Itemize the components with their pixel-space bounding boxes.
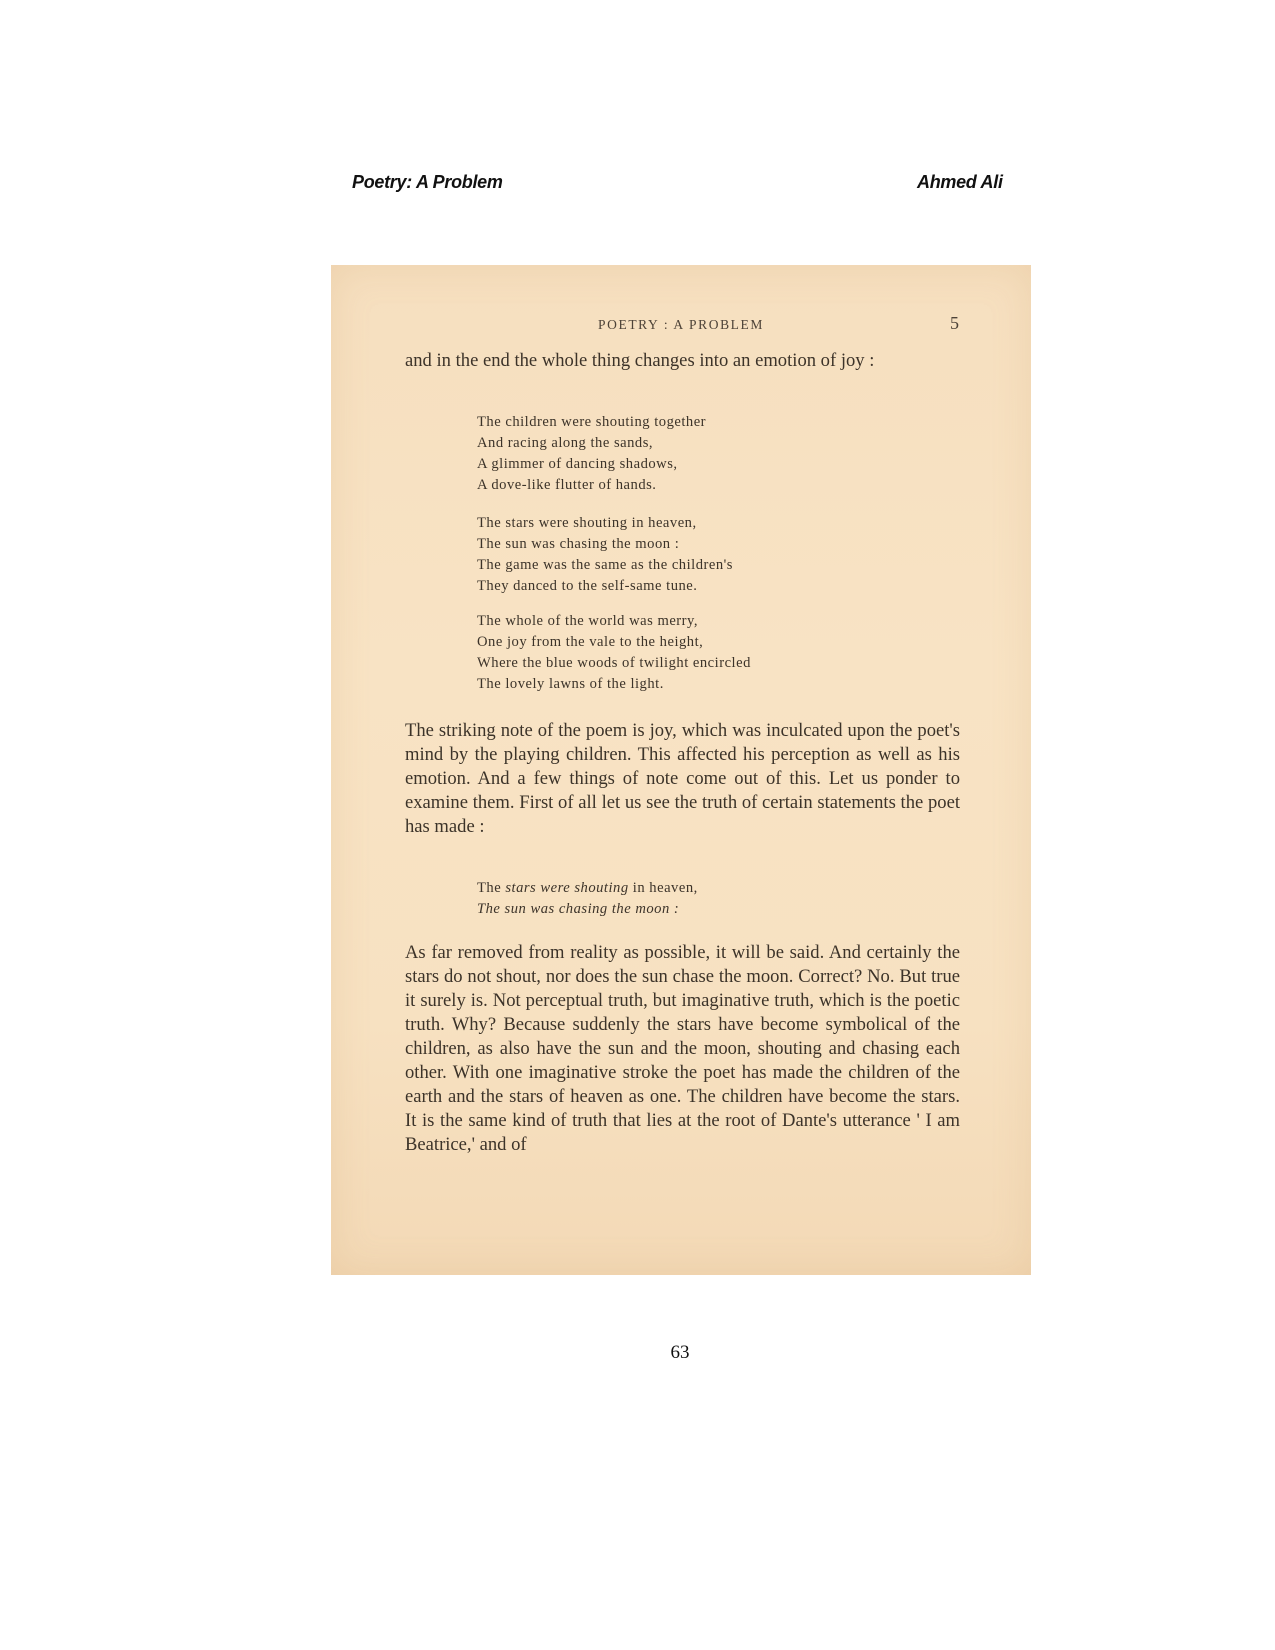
- scanned-page: [331, 265, 1031, 1275]
- stanza-line: The stars were shouting in heaven,: [477, 515, 697, 531]
- stanza-line: The game was the same as the children's: [477, 557, 733, 573]
- stanza-line: The lovely lawns of the light.: [477, 676, 664, 692]
- stanza-line: And racing along the sands,: [477, 435, 654, 451]
- quote-text: The: [477, 880, 506, 896]
- running-head-title: Poetry: A Problem: [352, 172, 503, 192]
- stanza-line: The children were shouting together: [477, 414, 707, 430]
- poem-stanza-1: [477, 412, 706, 496]
- poem-stanza-3: [477, 611, 751, 695]
- page-number: 63: [670, 1342, 690, 1363]
- poem-stanza-2: [477, 513, 733, 597]
- quote-line-2: The sun was chasing the moon :: [477, 901, 680, 917]
- paragraph-truth: As far removed from reality as possible, it will be said. And certainly the stars do not shout, nor does the sun chase the moon. Correct? No. But true it surely is. Not perceptual truth, but imaginative truth, which is the poetic truth. Why? Because suddenly the stars have become symbolical of the children, as also have the sun and the moon, shouting and chasing each other. With one imaginative stroke the poet has made the children of the earth and the stars of heaven as one. The children have become the stars. It is the same kind of truth that lies at the root of Dante's utterance ' I am Beatrice,' and of: [405, 942, 960, 1155]
- running-head-author: Ahmed Ali: [917, 172, 1003, 192]
- stanza-line: A glimmer of dancing shadows,: [477, 456, 678, 472]
- scanned-page-folio: 5: [950, 313, 959, 333]
- stanza-line: The whole of the world was merry,: [477, 613, 699, 629]
- stanza-line: The sun was chasing the moon :: [477, 536, 680, 552]
- quote-emphasis: stars were shouting: [505, 880, 629, 896]
- stanza-line: One joy from the vale to the height,: [477, 634, 704, 650]
- paragraph-intro: and in the end the whole thing changes into an emotion of joy :: [405, 350, 875, 371]
- poem-quote: [477, 878, 698, 920]
- quote-text: in heaven,: [628, 880, 698, 896]
- paragraph-analysis: The striking note of the poem is joy, which was inculcated upon the poet's mind by the playing children. This affected his perception as well as his emotion. And a few things of note come out of this. Let us ponder to examine them. First of all let us see the truth of certain statements the poet has made :: [405, 720, 960, 837]
- stanza-line: A dove-like flutter of hands.: [477, 477, 657, 493]
- scanned-page-header: POETRY : A PROBLEM: [598, 317, 764, 332]
- quote-line-1: [477, 878, 698, 899]
- stanza-line: They danced to the self-same tune.: [477, 578, 698, 594]
- stanza-line: Where the blue woods of twilight encircled: [477, 655, 751, 671]
